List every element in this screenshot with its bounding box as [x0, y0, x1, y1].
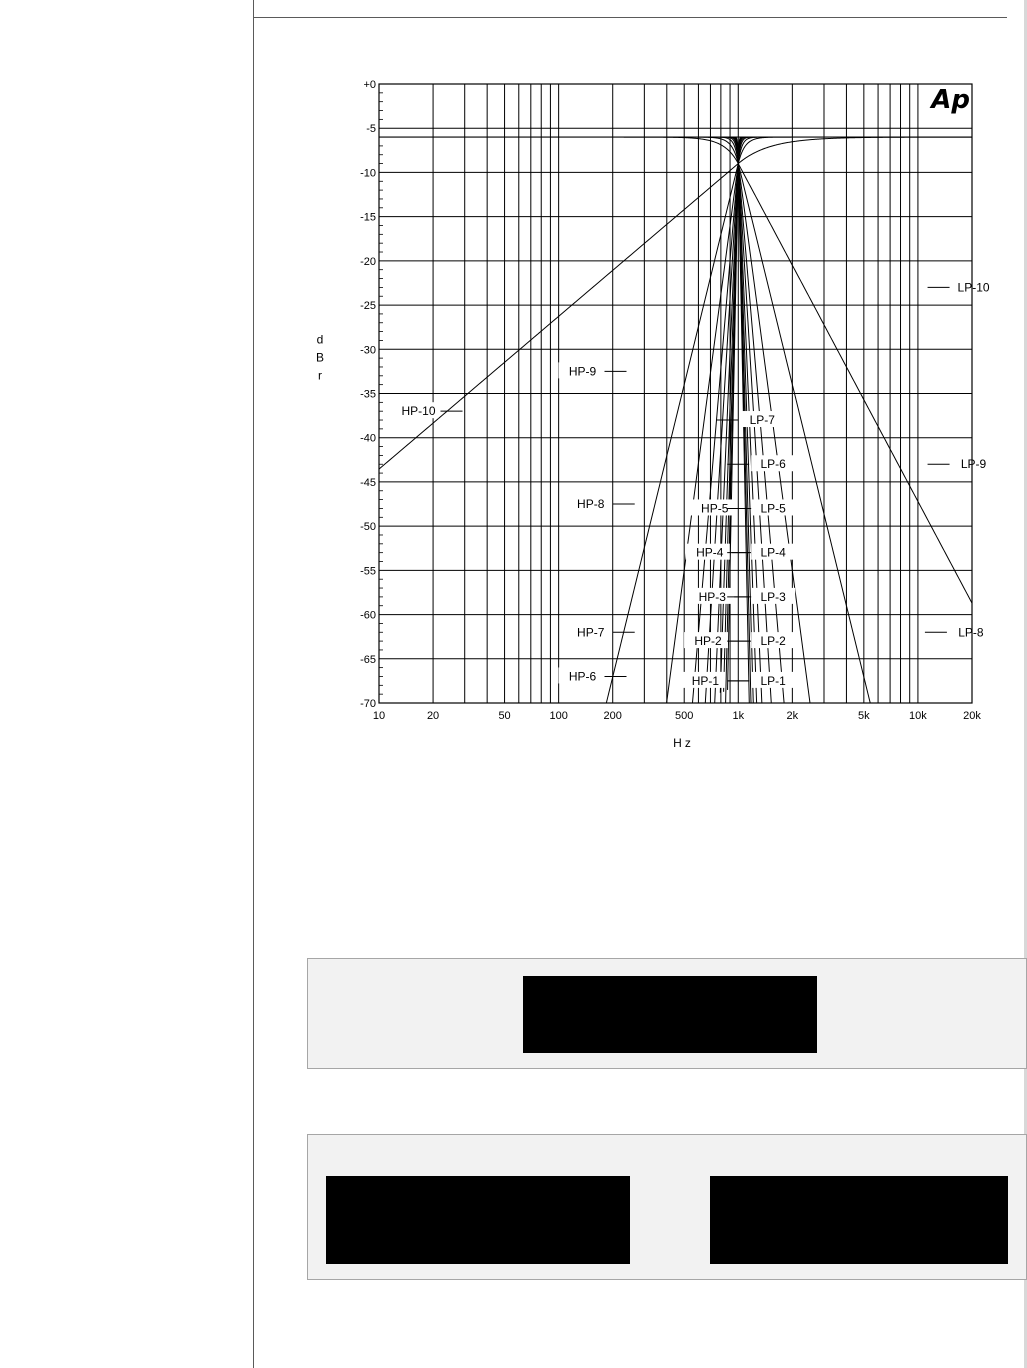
redacted-block — [523, 976, 817, 1053]
series-label-hp-1: HP-1 — [691, 673, 720, 688]
chart-curves — [379, 137, 972, 712]
series-label-lp-6: LP-6 — [760, 457, 786, 472]
series-label-hp-5: HP-5 — [701, 501, 729, 516]
y-tick-label: -30 — [360, 344, 376, 357]
series-curve-hp-8 — [666, 137, 972, 710]
frequency-response-chart — [300, 70, 990, 760]
series-curve-lp-10 — [379, 137, 972, 603]
x-tick-label: 200 — [603, 710, 622, 722]
series-curve-lp-3 — [379, 137, 754, 712]
y-tick-label: -50 — [360, 521, 376, 534]
series-label-lp-2: LP-2 — [760, 634, 786, 649]
redacted-panel-1 — [307, 958, 1027, 1069]
x-tick-label: 1k — [732, 710, 745, 722]
series-label-lp-5: LP-5 — [760, 501, 786, 516]
series-label-lp-10: LP-10 — [957, 280, 990, 295]
y-tick-label: -15 — [360, 211, 376, 224]
x-tick-label: 50 — [498, 710, 511, 722]
series-label-hp-2: HP-2 — [694, 634, 722, 649]
x-tick-label: 2k — [786, 710, 799, 722]
series-label-lp-7: LP-7 — [749, 413, 775, 428]
chart-axis-ticks — [360, 79, 981, 722]
series-label-hp-8: HP-8 — [577, 497, 605, 512]
series-label-hp-10: HP-10 — [401, 404, 436, 419]
y-axis-label-letter: B — [315, 350, 325, 365]
series-label-hp-9: HP-9 — [568, 364, 597, 379]
series-label-lp-3: LP-3 — [760, 589, 786, 604]
page-divider-vertical — [253, 0, 254, 1368]
x-tick-label: 20k — [963, 710, 981, 722]
series-label-lp-9: LP-9 — [960, 457, 987, 472]
y-tick-label: +0 — [363, 79, 376, 91]
x-tick-label: 500 — [675, 710, 694, 722]
series-label-lp-1: LP-1 — [760, 673, 786, 688]
page-divider-horizontal — [253, 17, 1007, 18]
series-curve-lp-2 — [379, 137, 751, 712]
x-tick-label: 100 — [549, 710, 568, 722]
y-tick-label: -70 — [360, 698, 376, 710]
x-tick-label: 20 — [426, 710, 440, 722]
x-tick-label: 5k — [858, 710, 870, 722]
x-tick-label: 10k — [909, 710, 927, 722]
y-axis-label-letter: d — [316, 332, 324, 347]
y-tick-label: -60 — [360, 609, 376, 622]
series-label-lp-4: LP-4 — [760, 545, 786, 560]
redacted-block-left — [326, 1176, 630, 1264]
series-curve-lp-1 — [379, 137, 750, 712]
y-axis-label — [316, 333, 324, 383]
series-label-hp-3: HP-3 — [698, 589, 726, 604]
series-label-lp-8: LP-8 — [958, 625, 984, 640]
chart-svg — [300, 70, 990, 760]
redacted-panel-2 — [307, 1134, 1027, 1280]
ap-logo: Ap — [931, 85, 970, 115]
y-tick-label: -55 — [360, 565, 376, 578]
y-tick-label: -20 — [360, 255, 376, 268]
y-tick-label: -35 — [360, 388, 376, 401]
redacted-block-right — [710, 1176, 1008, 1264]
y-tick-label: -65 — [360, 653, 376, 666]
series-label-hp-4: HP-4 — [696, 545, 724, 560]
x-tick-label: 10 — [372, 710, 386, 722]
series-label-hp-6: HP-6 — [568, 669, 597, 684]
y-tick-label: -25 — [360, 300, 376, 313]
y-tick-label: -5 — [366, 123, 376, 136]
y-tick-label: -40 — [360, 432, 376, 445]
y-tick-label: -10 — [360, 167, 376, 180]
y-tick-label: -45 — [360, 476, 376, 489]
y-axis-label-letter: r — [318, 368, 322, 383]
series-curve-hp-9 — [604, 137, 972, 711]
x-axis-label: Hz — [673, 736, 694, 750]
series-curve-hp-7 — [692, 137, 972, 709]
series-label-hp-7: HP-7 — [577, 625, 605, 640]
